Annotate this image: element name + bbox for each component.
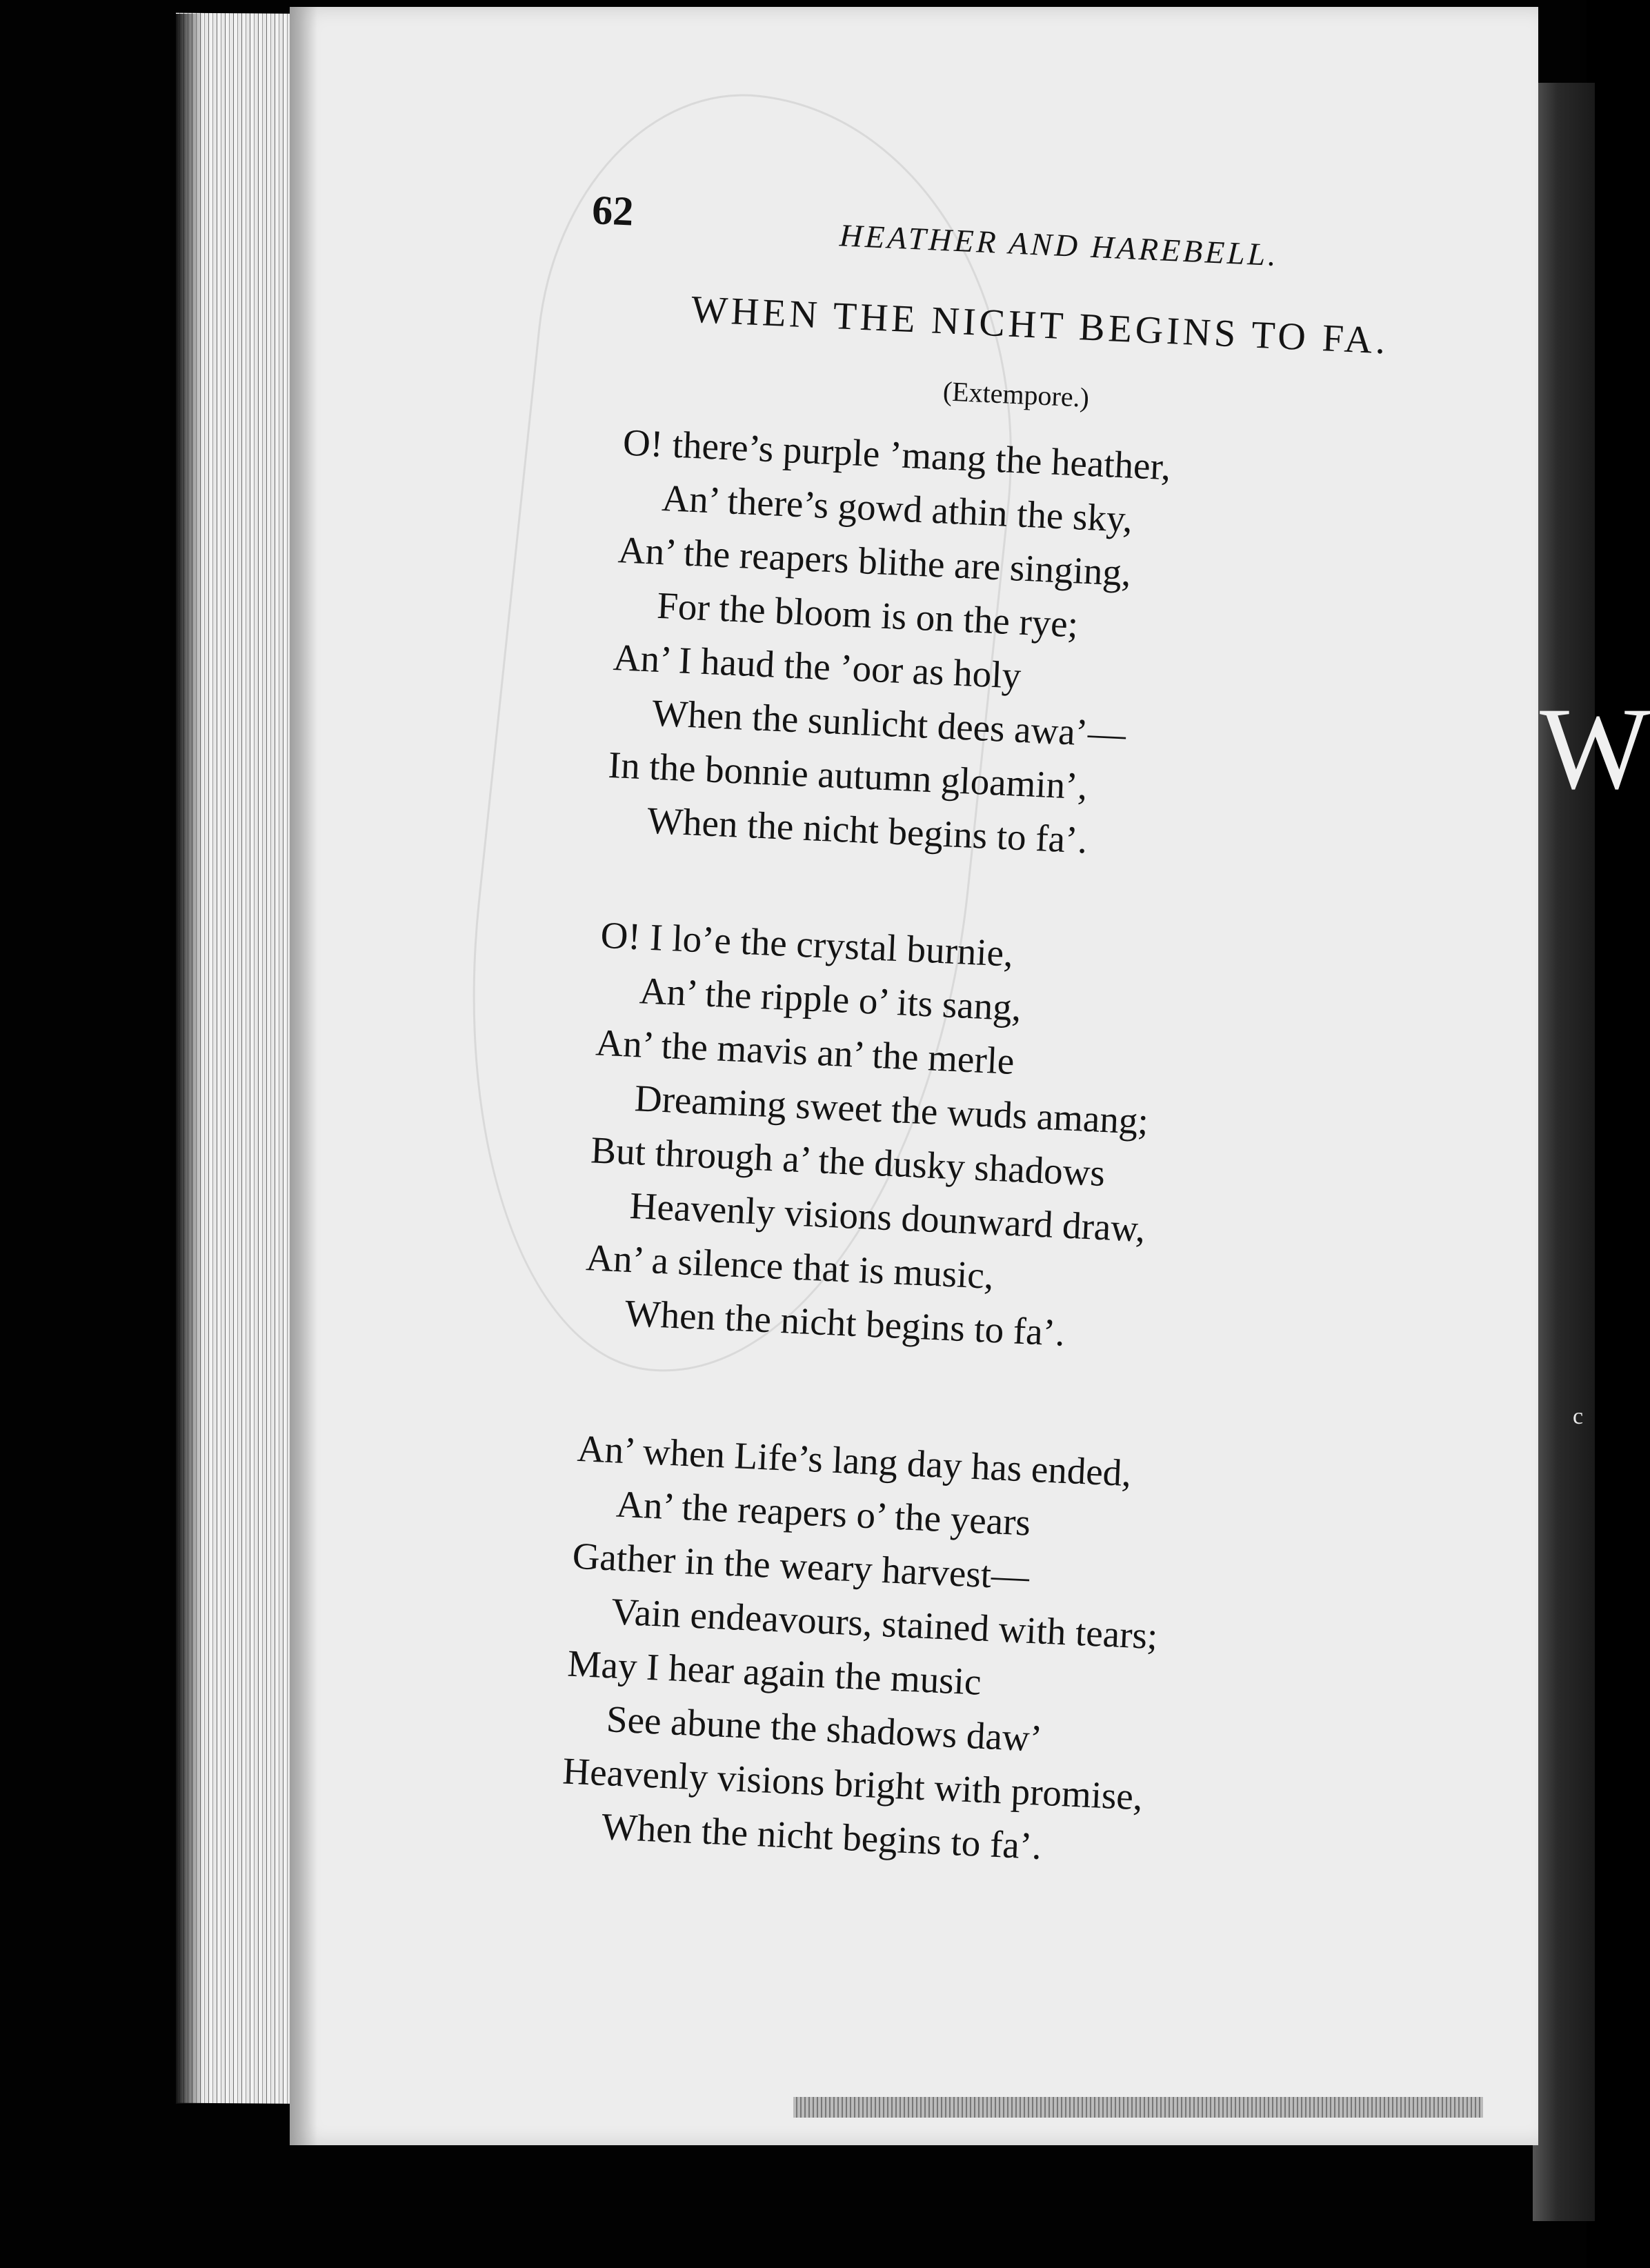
poem-line: An’ there’s gowd athin the sky,	[661, 477, 1134, 540]
page-number: 62	[590, 186, 635, 235]
facing-page-letter: W	[1540, 684, 1650, 813]
stanza-3	[559, 1422, 1405, 1889]
stanza-2	[582, 908, 1429, 1376]
stanza-1	[605, 415, 1451, 883]
poem-line: See abune the shadows daw’	[605, 1698, 1044, 1760]
poem-line: O! I lo’e the crystal burnie,	[599, 913, 1015, 975]
poem-line: May I hear again the music	[566, 1642, 982, 1703]
page-edges-shadow	[176, 14, 203, 2104]
poem-line: When the sunlicht dees awa’—	[651, 691, 1127, 755]
poem-line: O! there’s purple ’mang the heather,	[622, 421, 1172, 488]
binding-strip	[793, 2097, 1483, 2118]
poem-line: An’ a silence that is music,	[585, 1236, 995, 1297]
poem-line: In the bonnie autumn gloamin’,	[607, 743, 1089, 808]
poem-line: An’ I haud the ’oor as holy	[612, 636, 1022, 697]
poem-line: For the bloom is on the rye;	[656, 584, 1080, 646]
poem-line: Heavenly visions bright with promise,	[561, 1749, 1144, 1818]
facing-page-small-text: c	[1573, 1404, 1584, 1429]
poem-line: An’ the ripple o’ its sang,	[638, 969, 1022, 1029]
poem-line: When the nicht begins to fa’.	[624, 1291, 1066, 1354]
poem-line: An’ the reapers blithe are singing,	[617, 528, 1133, 594]
poem-line: Gather in the weary harvest—	[571, 1534, 1031, 1598]
poem-line: When the nicht begins to fa’.	[600, 1805, 1043, 1867]
poem-line: An’ the reapers o’ the years	[615, 1482, 1032, 1544]
poem-line: Vain endeavours, stained with tears;	[610, 1590, 1159, 1658]
poem-line: When the nicht begins to fa’.	[646, 799, 1089, 862]
gutter-shade	[290, 7, 317, 2145]
poem-title: WHEN THE NICHT BEGINS TO FA.	[690, 288, 1390, 363]
poem-subtitle: (Extempore.)	[942, 375, 1091, 413]
poem-line: Heavenly visions dounward draw,	[628, 1184, 1146, 1250]
poem-line: But through a’ the dusky shadows	[590, 1128, 1106, 1195]
running-head: HEATHER AND HAREBELL.	[839, 217, 1280, 273]
facing-page	[1533, 83, 1595, 2221]
poem-line: An’ when Life’s lang day has ended,	[576, 1426, 1133, 1495]
poem-line: An’ the mavis an’ the merle	[595, 1021, 1015, 1082]
poem-line: Dreaming sweet the wuds amang;	[633, 1077, 1150, 1142]
